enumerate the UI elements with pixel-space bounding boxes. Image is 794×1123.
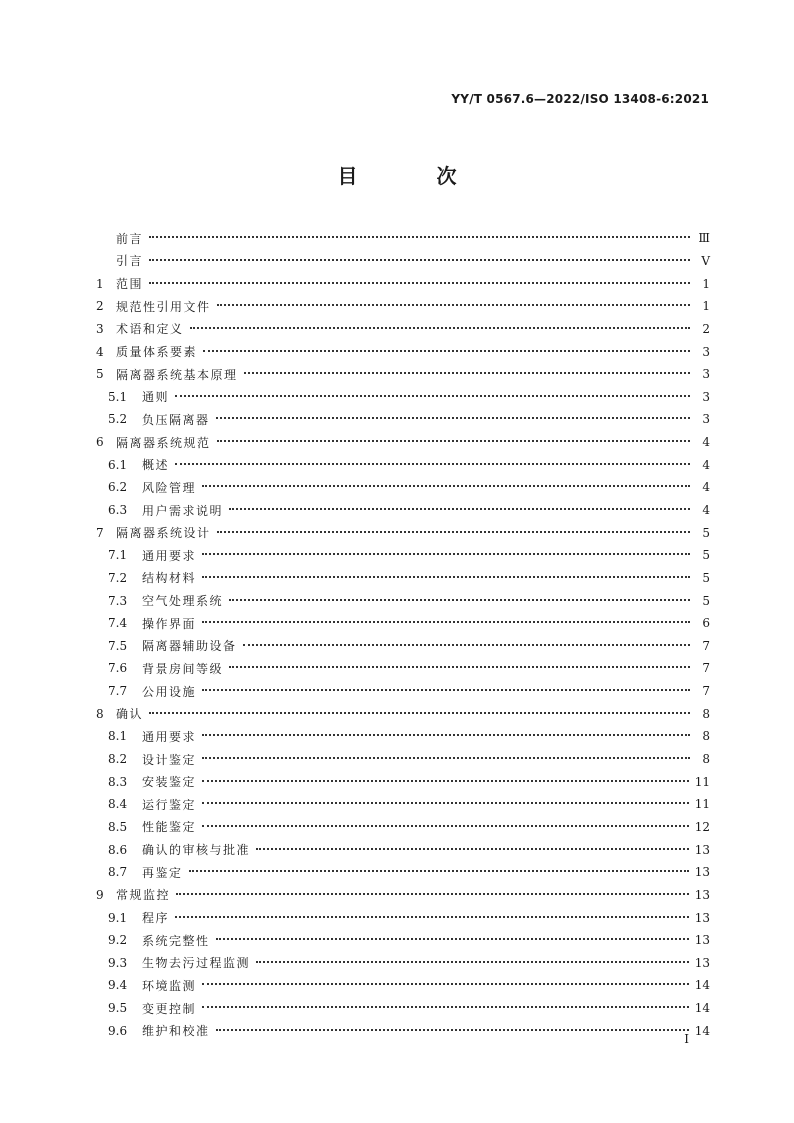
entry-page: 5 — [702, 570, 710, 585]
entry-number: 7.2 — [108, 570, 128, 585]
entry-label: 隔离器系统设计 — [116, 526, 211, 541]
toc-entry[interactable] — [96, 680, 710, 703]
dot-leader — [202, 757, 690, 759]
dot-leader — [202, 1006, 689, 1008]
entry-number: 8.3 — [108, 774, 128, 789]
entry-label: 系统完整性 — [142, 933, 210, 948]
toc-entry[interactable] — [96, 589, 710, 612]
entry-number: 7.4 — [108, 616, 128, 631]
dot-leader — [149, 282, 690, 284]
dot-leader — [203, 350, 690, 352]
dot-leader — [175, 463, 690, 465]
toc-entry[interactable] — [96, 997, 710, 1020]
entry-page: 14 — [694, 978, 710, 993]
entry-label: 隔离器辅助设备 — [142, 639, 237, 654]
entry-number: 8.5 — [108, 819, 128, 834]
entry-label: 公用设施 — [142, 684, 197, 699]
entry-label: 设计鉴定 — [142, 752, 197, 767]
dot-leader — [189, 870, 689, 872]
entry-label: 引言 — [116, 254, 144, 269]
entry-page: 8 — [702, 706, 710, 721]
dot-leader — [175, 395, 690, 397]
entry-number: 6.2 — [108, 480, 128, 495]
toc-entry[interactable] — [96, 657, 710, 680]
entry-number: 8 — [96, 706, 104, 721]
entry-label: 概述 — [142, 458, 170, 473]
entry-number: 8.6 — [108, 842, 128, 857]
entry-number: 5 — [96, 367, 104, 382]
entry-page: 11 — [694, 797, 710, 812]
toc-entry[interactable] — [96, 250, 710, 273]
toc-entry[interactable] — [96, 544, 710, 567]
entry-page: 13 — [694, 933, 710, 948]
toc-entry[interactable] — [96, 793, 710, 816]
dot-leader — [176, 893, 689, 895]
entry-page: 5 — [702, 548, 710, 563]
entry-label: 隔离器系统规范 — [116, 435, 211, 450]
entry-label: 术语和定义 — [116, 322, 184, 337]
entry-page: 4 — [702, 435, 710, 450]
entry-number: 7.1 — [108, 548, 128, 563]
entry-label: 质量体系要素 — [116, 345, 198, 360]
toc-entry[interactable] — [96, 1019, 710, 1042]
dot-leader — [202, 485, 690, 487]
entry-number: 7 — [96, 525, 104, 540]
toc-entry[interactable] — [96, 770, 710, 793]
entry-label: 通则 — [142, 390, 170, 405]
toc-entry[interactable] — [96, 521, 710, 544]
toc-entry[interactable] — [96, 295, 710, 318]
entry-label: 背景房间等级 — [142, 661, 224, 676]
entry-number: 5.2 — [108, 412, 128, 427]
entry-page: 3 — [702, 412, 710, 427]
dot-leader — [202, 983, 689, 985]
entry-label: 安装鉴定 — [142, 775, 197, 790]
entry-number: 9.4 — [108, 978, 128, 993]
entry-label: 维护和校准 — [142, 1024, 210, 1039]
entry-page: 4 — [702, 457, 710, 472]
toc-entry[interactable] — [96, 453, 710, 476]
toc-entry[interactable] — [96, 476, 710, 499]
entry-label: 生物去污过程监测 — [142, 956, 251, 971]
entry-label: 变更控制 — [142, 1001, 197, 1016]
entry-label: 隔离器系统基本原理 — [116, 367, 238, 382]
entry-number: 7.6 — [108, 661, 128, 676]
toc-entry[interactable] — [96, 318, 710, 341]
toc-entry[interactable] — [96, 861, 710, 884]
dot-leader — [229, 508, 690, 510]
entry-label: 空气处理系统 — [142, 594, 224, 609]
entry-page: 7 — [702, 638, 710, 653]
dot-leader — [243, 644, 690, 646]
entry-number: 6 — [96, 435, 104, 450]
entry-label: 风险管理 — [142, 480, 197, 495]
toc-entry[interactable] — [96, 408, 710, 431]
toc-entry[interactable] — [96, 431, 710, 454]
entry-label: 再鉴定 — [142, 865, 183, 880]
table-of-contents — [96, 227, 710, 1042]
toc-entry[interactable] — [96, 838, 710, 861]
entry-page: 13 — [694, 865, 710, 880]
dot-leader — [229, 599, 690, 601]
entry-label: 结构材料 — [142, 571, 197, 586]
dot-leader — [202, 689, 690, 691]
entry-number: 7.7 — [108, 684, 128, 699]
entry-number: 9.3 — [108, 955, 128, 970]
entry-page: 6 — [702, 616, 710, 631]
entry-page: 13 — [694, 842, 710, 857]
entry-label: 通用要求 — [142, 548, 197, 563]
entry-page: 3 — [702, 367, 710, 382]
dot-leader — [190, 327, 690, 329]
entry-number: 6.1 — [108, 457, 128, 472]
entry-label: 通用要求 — [142, 729, 197, 744]
entry-page: 13 — [694, 955, 710, 970]
entry-page: 14 — [694, 1023, 710, 1038]
entry-label: 确认的审核与批准 — [142, 843, 251, 858]
dot-leader — [244, 372, 690, 374]
entry-page: 4 — [702, 480, 710, 495]
dot-leader — [149, 712, 690, 714]
toc-entry[interactable] — [96, 385, 710, 408]
entry-page: 2 — [702, 321, 710, 336]
entry-number: 8.4 — [108, 797, 128, 812]
toc-entry[interactable] — [96, 499, 710, 522]
dot-leader — [256, 848, 689, 850]
entry-label: 负压隔离器 — [142, 412, 210, 427]
entry-label: 程序 — [142, 911, 170, 926]
entry-number: 7.5 — [108, 638, 128, 653]
toc-title: 目 次 — [337, 164, 493, 188]
entry-number: 9.5 — [108, 1001, 128, 1016]
toc-entry[interactable] — [96, 952, 710, 975]
entry-label: 规范性引用文件 — [116, 299, 211, 314]
entry-label: 操作界面 — [142, 616, 197, 631]
entry-label: 环境监测 — [142, 978, 197, 993]
dot-leader — [202, 734, 690, 736]
entry-page: 13 — [694, 910, 710, 925]
entry-number: 8.7 — [108, 865, 128, 880]
entry-label: 性能鉴定 — [142, 820, 197, 835]
entry-page: 3 — [702, 389, 710, 404]
entry-label: 常规监控 — [116, 888, 171, 903]
toc-entry[interactable] — [96, 974, 710, 997]
dot-leader — [216, 1029, 689, 1031]
toc-entry[interactable] — [96, 884, 710, 907]
entry-page: 3 — [702, 344, 710, 359]
toc-entry[interactable] — [96, 227, 710, 250]
entry-page: 12 — [694, 819, 710, 834]
dot-leader — [149, 236, 690, 238]
dot-leader — [202, 621, 690, 623]
entry-page: 8 — [702, 752, 710, 767]
dot-leader — [202, 825, 689, 827]
toc-entry[interactable] — [96, 816, 710, 839]
toc-entry[interactable] — [96, 748, 710, 771]
entry-label: 用户需求说明 — [142, 503, 224, 518]
dot-leader — [175, 916, 689, 918]
toc-entry[interactable] — [96, 612, 710, 635]
toc-entry[interactable] — [96, 340, 710, 363]
entry-number: 3 — [96, 321, 104, 336]
toc-entry[interactable] — [96, 635, 710, 658]
entry-page: 13 — [694, 887, 710, 902]
dot-leader — [256, 961, 689, 963]
dot-leader — [202, 780, 689, 782]
entry-page: 8 — [702, 729, 710, 744]
entry-number: 6.3 — [108, 503, 128, 517]
dot-leader — [149, 259, 690, 261]
entry-number: 2 — [96, 299, 104, 314]
standard-code: YY/T 0567.6—2022/ISO 13408-6:2021 — [451, 92, 709, 106]
entry-number: 9.1 — [108, 910, 128, 925]
entry-number: 9 — [96, 887, 104, 902]
entry-number: 8.2 — [108, 752, 128, 767]
dot-leader — [217, 531, 690, 533]
entry-label: 确认 — [116, 707, 144, 722]
entry-page: 1 — [702, 276, 710, 291]
entry-page: 11 — [694, 774, 710, 789]
page-number: I — [684, 1032, 689, 1046]
dot-leader — [202, 553, 690, 555]
dot-leader — [202, 576, 690, 578]
entry-number: 8.1 — [108, 729, 128, 744]
entry-page: Ⅲ — [698, 231, 710, 246]
entry-number: 9.2 — [108, 933, 128, 948]
toc-entry[interactable] — [96, 906, 710, 929]
entry-page: 1 — [702, 299, 710, 314]
entry-number: 4 — [96, 344, 104, 359]
dot-leader — [229, 666, 690, 668]
dot-leader — [217, 304, 690, 306]
dot-leader — [216, 938, 689, 940]
entry-label: 前言 — [116, 231, 144, 246]
toc-entry[interactable] — [96, 929, 710, 952]
toc-entry[interactable] — [96, 363, 710, 386]
entry-number: 5.1 — [108, 389, 128, 404]
dot-leader — [217, 440, 690, 442]
entry-label: 范围 — [116, 277, 144, 292]
dot-leader — [216, 417, 690, 419]
entry-page: 7 — [702, 661, 710, 676]
entry-page: 7 — [702, 684, 710, 699]
entry-label: 运行鉴定 — [142, 797, 197, 812]
toc-entry[interactable] — [96, 702, 710, 725]
entry-number: 1 — [96, 276, 104, 291]
dot-leader — [202, 802, 689, 804]
entry-number: 7.3 — [108, 593, 128, 608]
entry-page: Ⅴ — [701, 253, 710, 268]
toc-entry[interactable] — [96, 567, 710, 590]
entry-page: 4 — [702, 503, 710, 517]
entry-page: 5 — [702, 525, 710, 540]
entry-page: 14 — [694, 1001, 710, 1016]
toc-entry[interactable] — [96, 272, 710, 295]
entry-page: 5 — [702, 593, 710, 608]
entry-number: 9.6 — [108, 1023, 128, 1038]
toc-entry[interactable] — [96, 725, 710, 748]
